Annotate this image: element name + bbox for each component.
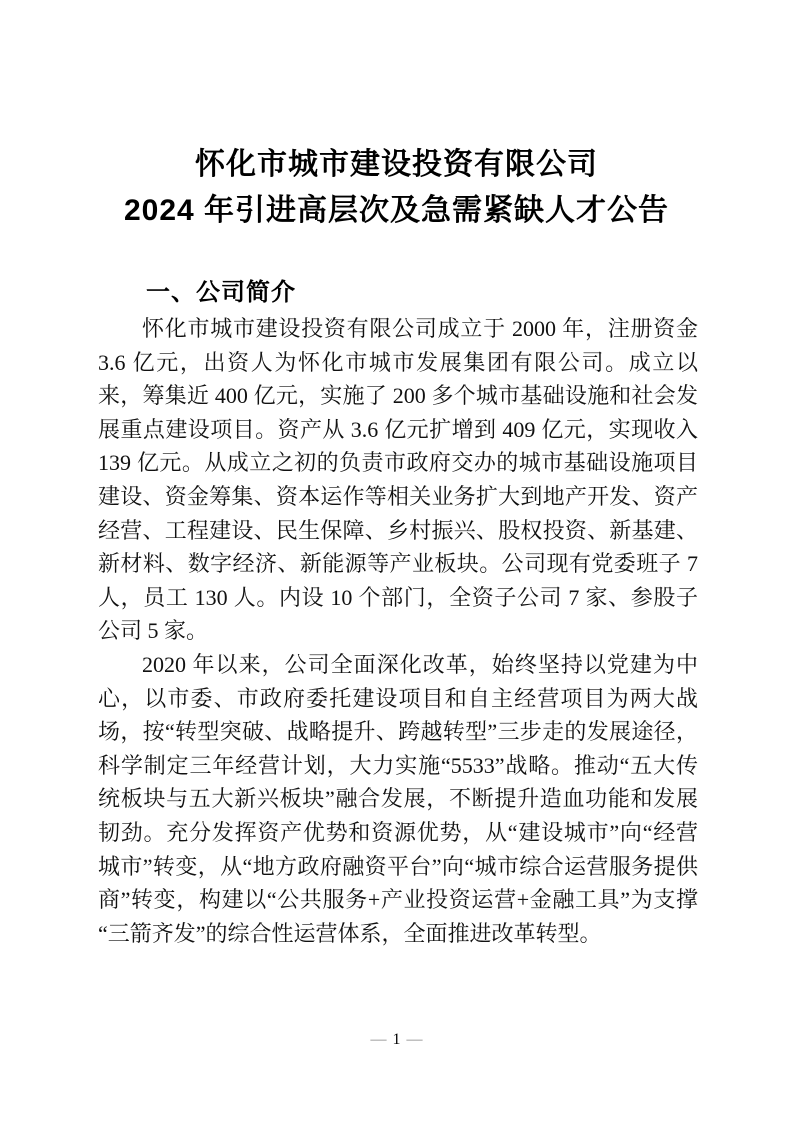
title-line-1: 怀化市城市建设投资有限公司 bbox=[195, 148, 598, 181]
footer-dash-right: — bbox=[406, 1031, 423, 1048]
title-line-2: 2024 年引进高层次及急需紧缺人才公告 bbox=[123, 194, 670, 227]
page-footer bbox=[0, 1028, 793, 1052]
section-heading-company-intro: 一、公司简介 bbox=[146, 279, 296, 306]
page-number: 1 bbox=[392, 1031, 401, 1048]
paragraph-company-reform: 2020 年以来，公司全面深化改革，始终坚持以党建为中心，以市委、市政府委托建设项目和自主经营项目为两大战场，按“转型突破、战略提升、跨越转型”三步走的发展途径，科学制定三年经营计划，大力实施“5533”战略。推动“五大传统板块与五大新兴板块”融合发展，不断提升造血功能和发展韧劲。充分发挥资产优势和资源优势，从“建设城市”向“经营城市”转变，从“地方政府融资平台”向“城市综合运营服务提供商”转变，构建以“公共服务+产业投资运营+金融工具”为支撑“三箭齐发”的综合性运营体系，全面推进改革转型。 bbox=[98, 651, 699, 946]
paragraph-company-overview: 怀化市城市建设投资有限公司成立于 2000 年，注册资金 3.6 亿元，出资人为怀化市城市发展集团有限公司。成立以来，筹集近 400 亿元，实施了 200 多个城市基础设施和社会发展重点建设项目。资产从 3.6 亿元扩增到 409 亿元，实现收入 139 亿元。从成立之初的负责市政府交办的城市基础设施项目建设、资金筹集、资本运作等相关业务扩大到地产开发、资产经营、工程建设、民生保障、乡村振兴、股权投资、新基建、新材料、数字经济、新能源等产业板块。公司现有党委班子 7 人，员工 130 人。内设 10 个部门，全资子公司 7 家、参股子公司 5 家。 bbox=[98, 316, 698, 644]
footer-dash-left: — bbox=[370, 1031, 387, 1048]
document-body bbox=[98, 312, 698, 950]
document-title bbox=[0, 142, 793, 234]
